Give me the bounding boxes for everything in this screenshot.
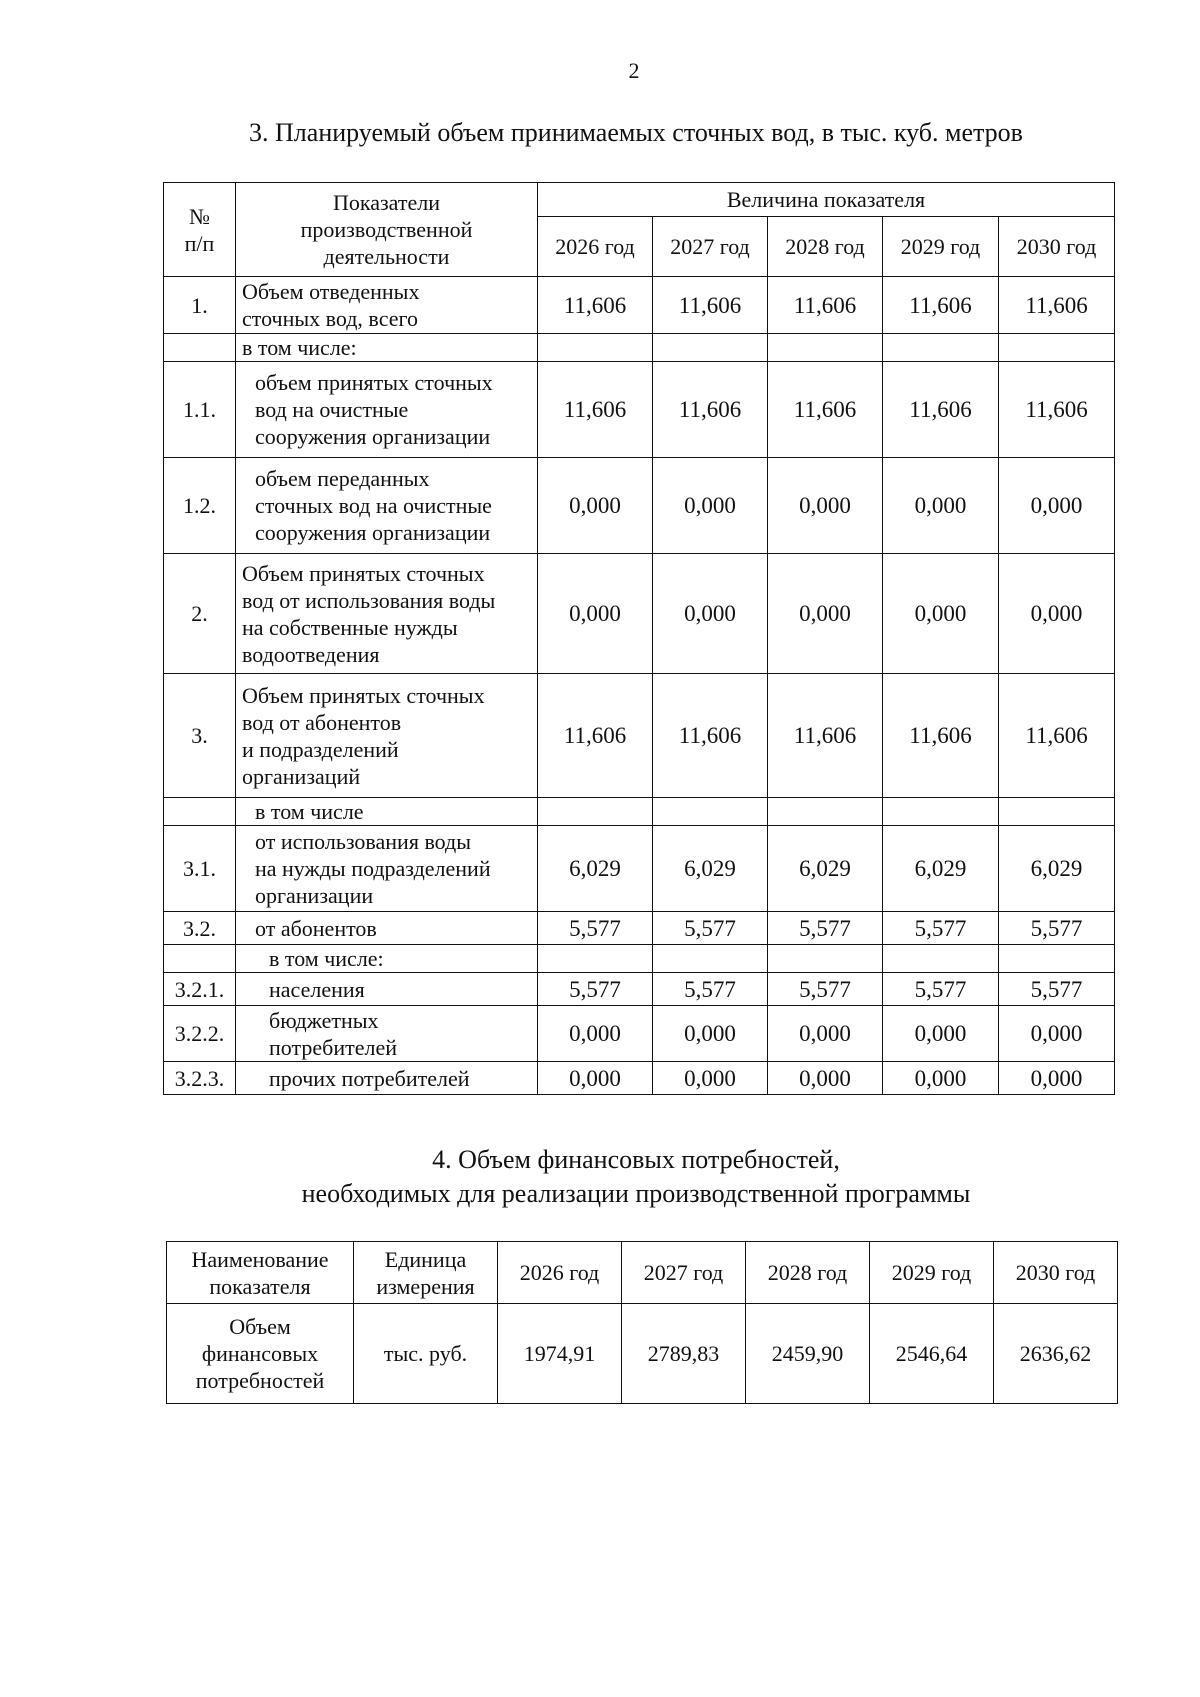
header-year: 2029 год bbox=[883, 217, 999, 277]
row-value: 0,000 bbox=[768, 554, 883, 674]
row-value: 11,606 bbox=[768, 277, 883, 334]
row-number: 3.2. bbox=[164, 912, 236, 945]
row-unit: тыс. руб. bbox=[354, 1304, 498, 1404]
row-value: 11,606 bbox=[999, 277, 1115, 334]
table-row bbox=[164, 945, 1115, 973]
table-row bbox=[164, 973, 1115, 1006]
row-value bbox=[883, 798, 999, 826]
row-number bbox=[164, 945, 236, 973]
row-value: 11,606 bbox=[883, 277, 999, 334]
header-name: Наименование показателя bbox=[167, 1242, 354, 1304]
row-value: 0,000 bbox=[653, 554, 768, 674]
row-indicator: от использования воды на нужды подразделений организации bbox=[236, 826, 538, 912]
table-row bbox=[164, 362, 1115, 458]
row-value: 0,000 bbox=[653, 1006, 768, 1062]
row-value: 0,000 bbox=[653, 1062, 768, 1095]
row-value: 6,029 bbox=[653, 826, 768, 912]
row-value: 2459,90 bbox=[746, 1304, 870, 1404]
row-number: 3. bbox=[164, 674, 236, 798]
table-row bbox=[164, 458, 1115, 554]
section-3-title: 3. Планируемый объем принимаемых сточных вод, в тыс. куб. метров bbox=[249, 118, 1023, 147]
row-value: 11,606 bbox=[538, 277, 653, 334]
header-year: 2028 год bbox=[768, 217, 883, 277]
row-number: 1. bbox=[164, 277, 236, 334]
table-row bbox=[164, 912, 1115, 945]
row-indicator: в том числе: bbox=[236, 334, 538, 362]
row-value: 5,577 bbox=[883, 912, 999, 945]
row-value: 0,000 bbox=[653, 458, 768, 554]
row-number bbox=[164, 798, 236, 826]
row-value: 6,029 bbox=[999, 826, 1115, 912]
row-number: 3.2.3. bbox=[164, 1062, 236, 1095]
row-indicator: бюджетных потребителей bbox=[236, 1006, 538, 1062]
row-value: 6,029 bbox=[883, 826, 999, 912]
row-indicator: Объем принятых сточных вод от использования воды на собственные нужды водоотведения bbox=[236, 554, 538, 674]
row-value: 11,606 bbox=[538, 362, 653, 458]
row-indicator: Объем принятых сточных вод от абонентов и подразделений организаций bbox=[236, 674, 538, 798]
row-indicator: от абонентов bbox=[236, 912, 538, 945]
row-number: 3.1. bbox=[164, 826, 236, 912]
row-value bbox=[538, 798, 653, 826]
row-value: 11,606 bbox=[883, 362, 999, 458]
table-row bbox=[164, 798, 1115, 826]
header-indicator: Показатели производственной деятельности bbox=[236, 183, 538, 277]
row-name: Объем финансовых потребностей bbox=[167, 1304, 354, 1404]
header-year: 2026 год bbox=[538, 217, 653, 277]
header-num: № п/п bbox=[164, 183, 236, 277]
row-value: 5,577 bbox=[653, 912, 768, 945]
header-year: 2028 год bbox=[746, 1242, 870, 1304]
row-value: 0,000 bbox=[768, 1062, 883, 1095]
row-value: 5,577 bbox=[999, 912, 1115, 945]
row-number bbox=[164, 334, 236, 362]
row-value: 2789,83 bbox=[622, 1304, 746, 1404]
row-number: 1.2. bbox=[164, 458, 236, 554]
header-year: 2030 год bbox=[994, 1242, 1118, 1304]
row-value bbox=[999, 334, 1115, 362]
row-value: 11,606 bbox=[768, 674, 883, 798]
table-row bbox=[164, 334, 1115, 362]
row-value: 5,577 bbox=[999, 973, 1115, 1006]
row-value: 2636,62 bbox=[994, 1304, 1118, 1404]
row-value: 6,029 bbox=[768, 826, 883, 912]
row-value: 0,000 bbox=[538, 1006, 653, 1062]
header-year: 2030 год bbox=[999, 217, 1115, 277]
financial-needs-table bbox=[166, 1241, 1118, 1404]
row-value: 5,577 bbox=[538, 973, 653, 1006]
row-value: 0,000 bbox=[999, 458, 1115, 554]
row-value bbox=[999, 798, 1115, 826]
row-value: 0,000 bbox=[999, 1006, 1115, 1062]
row-value bbox=[653, 798, 768, 826]
row-value: 0,000 bbox=[883, 458, 999, 554]
row-value: 0,000 bbox=[768, 1006, 883, 1062]
row-indicator: Объем отведенных сточных вод, всего bbox=[236, 277, 538, 334]
table-row bbox=[164, 826, 1115, 912]
section-4-title: 4. Объем финансовых потребностей, необходимых для реализации производственной программы bbox=[301, 1145, 971, 1208]
row-value: 11,606 bbox=[653, 277, 768, 334]
wastewater-volume-table bbox=[163, 182, 1115, 1095]
row-number: 3.2.1. bbox=[164, 973, 236, 1006]
table-row bbox=[164, 674, 1115, 798]
header-year: 2026 год bbox=[498, 1242, 622, 1304]
row-value: 0,000 bbox=[999, 554, 1115, 674]
row-value: 0,000 bbox=[883, 1006, 999, 1062]
row-value bbox=[883, 334, 999, 362]
row-value bbox=[999, 945, 1115, 973]
table-row bbox=[164, 1062, 1115, 1095]
page-number: 2 bbox=[628, 58, 640, 83]
row-value bbox=[883, 945, 999, 973]
row-value: 1974,91 bbox=[498, 1304, 622, 1404]
row-value: 11,606 bbox=[653, 362, 768, 458]
row-value: 6,029 bbox=[538, 826, 653, 912]
header-year: 2029 год bbox=[870, 1242, 994, 1304]
row-value bbox=[653, 945, 768, 973]
row-value: 11,606 bbox=[768, 362, 883, 458]
row-value: 11,606 bbox=[653, 674, 768, 798]
row-value bbox=[653, 334, 768, 362]
row-value: 5,577 bbox=[768, 973, 883, 1006]
header-unit: Единица измерения bbox=[354, 1242, 498, 1304]
row-indicator: в том числе: bbox=[236, 945, 538, 973]
table-row bbox=[164, 1006, 1115, 1062]
row-number: 2. bbox=[164, 554, 236, 674]
row-value: 11,606 bbox=[538, 674, 653, 798]
row-value: 0,000 bbox=[768, 458, 883, 554]
row-value bbox=[768, 945, 883, 973]
table-row bbox=[164, 554, 1115, 674]
header-year: 2027 год bbox=[622, 1242, 746, 1304]
row-number: 3.2.2. bbox=[164, 1006, 236, 1062]
row-value bbox=[538, 334, 653, 362]
row-value: 11,606 bbox=[999, 674, 1115, 798]
row-value: 0,000 bbox=[999, 1062, 1115, 1095]
row-value: 0,000 bbox=[883, 554, 999, 674]
header-value-group: Величина показателя bbox=[538, 183, 1115, 217]
header-year: 2027 год bbox=[653, 217, 768, 277]
row-indicator: объем принятых сточных вод на очистные сооружения организации bbox=[236, 362, 538, 458]
row-indicator: прочих потребителей bbox=[236, 1062, 538, 1095]
row-value bbox=[538, 945, 653, 973]
row-value: 5,577 bbox=[653, 973, 768, 1006]
row-value: 5,577 bbox=[538, 912, 653, 945]
row-value: 0,000 bbox=[538, 458, 653, 554]
row-indicator: в том числе bbox=[236, 798, 538, 826]
row-value: 0,000 bbox=[883, 1062, 999, 1095]
table-row bbox=[164, 277, 1115, 334]
row-value: 2546,64 bbox=[870, 1304, 994, 1404]
row-value: 5,577 bbox=[768, 912, 883, 945]
row-indicator: объем переданных сточных вод на очистные сооружения организации bbox=[236, 458, 538, 554]
row-value: 11,606 bbox=[999, 362, 1115, 458]
row-value bbox=[768, 798, 883, 826]
row-value bbox=[768, 334, 883, 362]
row-value: 11,606 bbox=[883, 674, 999, 798]
row-value: 0,000 bbox=[538, 1062, 653, 1095]
row-value: 5,577 bbox=[883, 973, 999, 1006]
row-value: 0,000 bbox=[538, 554, 653, 674]
row-number: 1.1. bbox=[164, 362, 236, 458]
row-indicator: населения bbox=[236, 973, 538, 1006]
